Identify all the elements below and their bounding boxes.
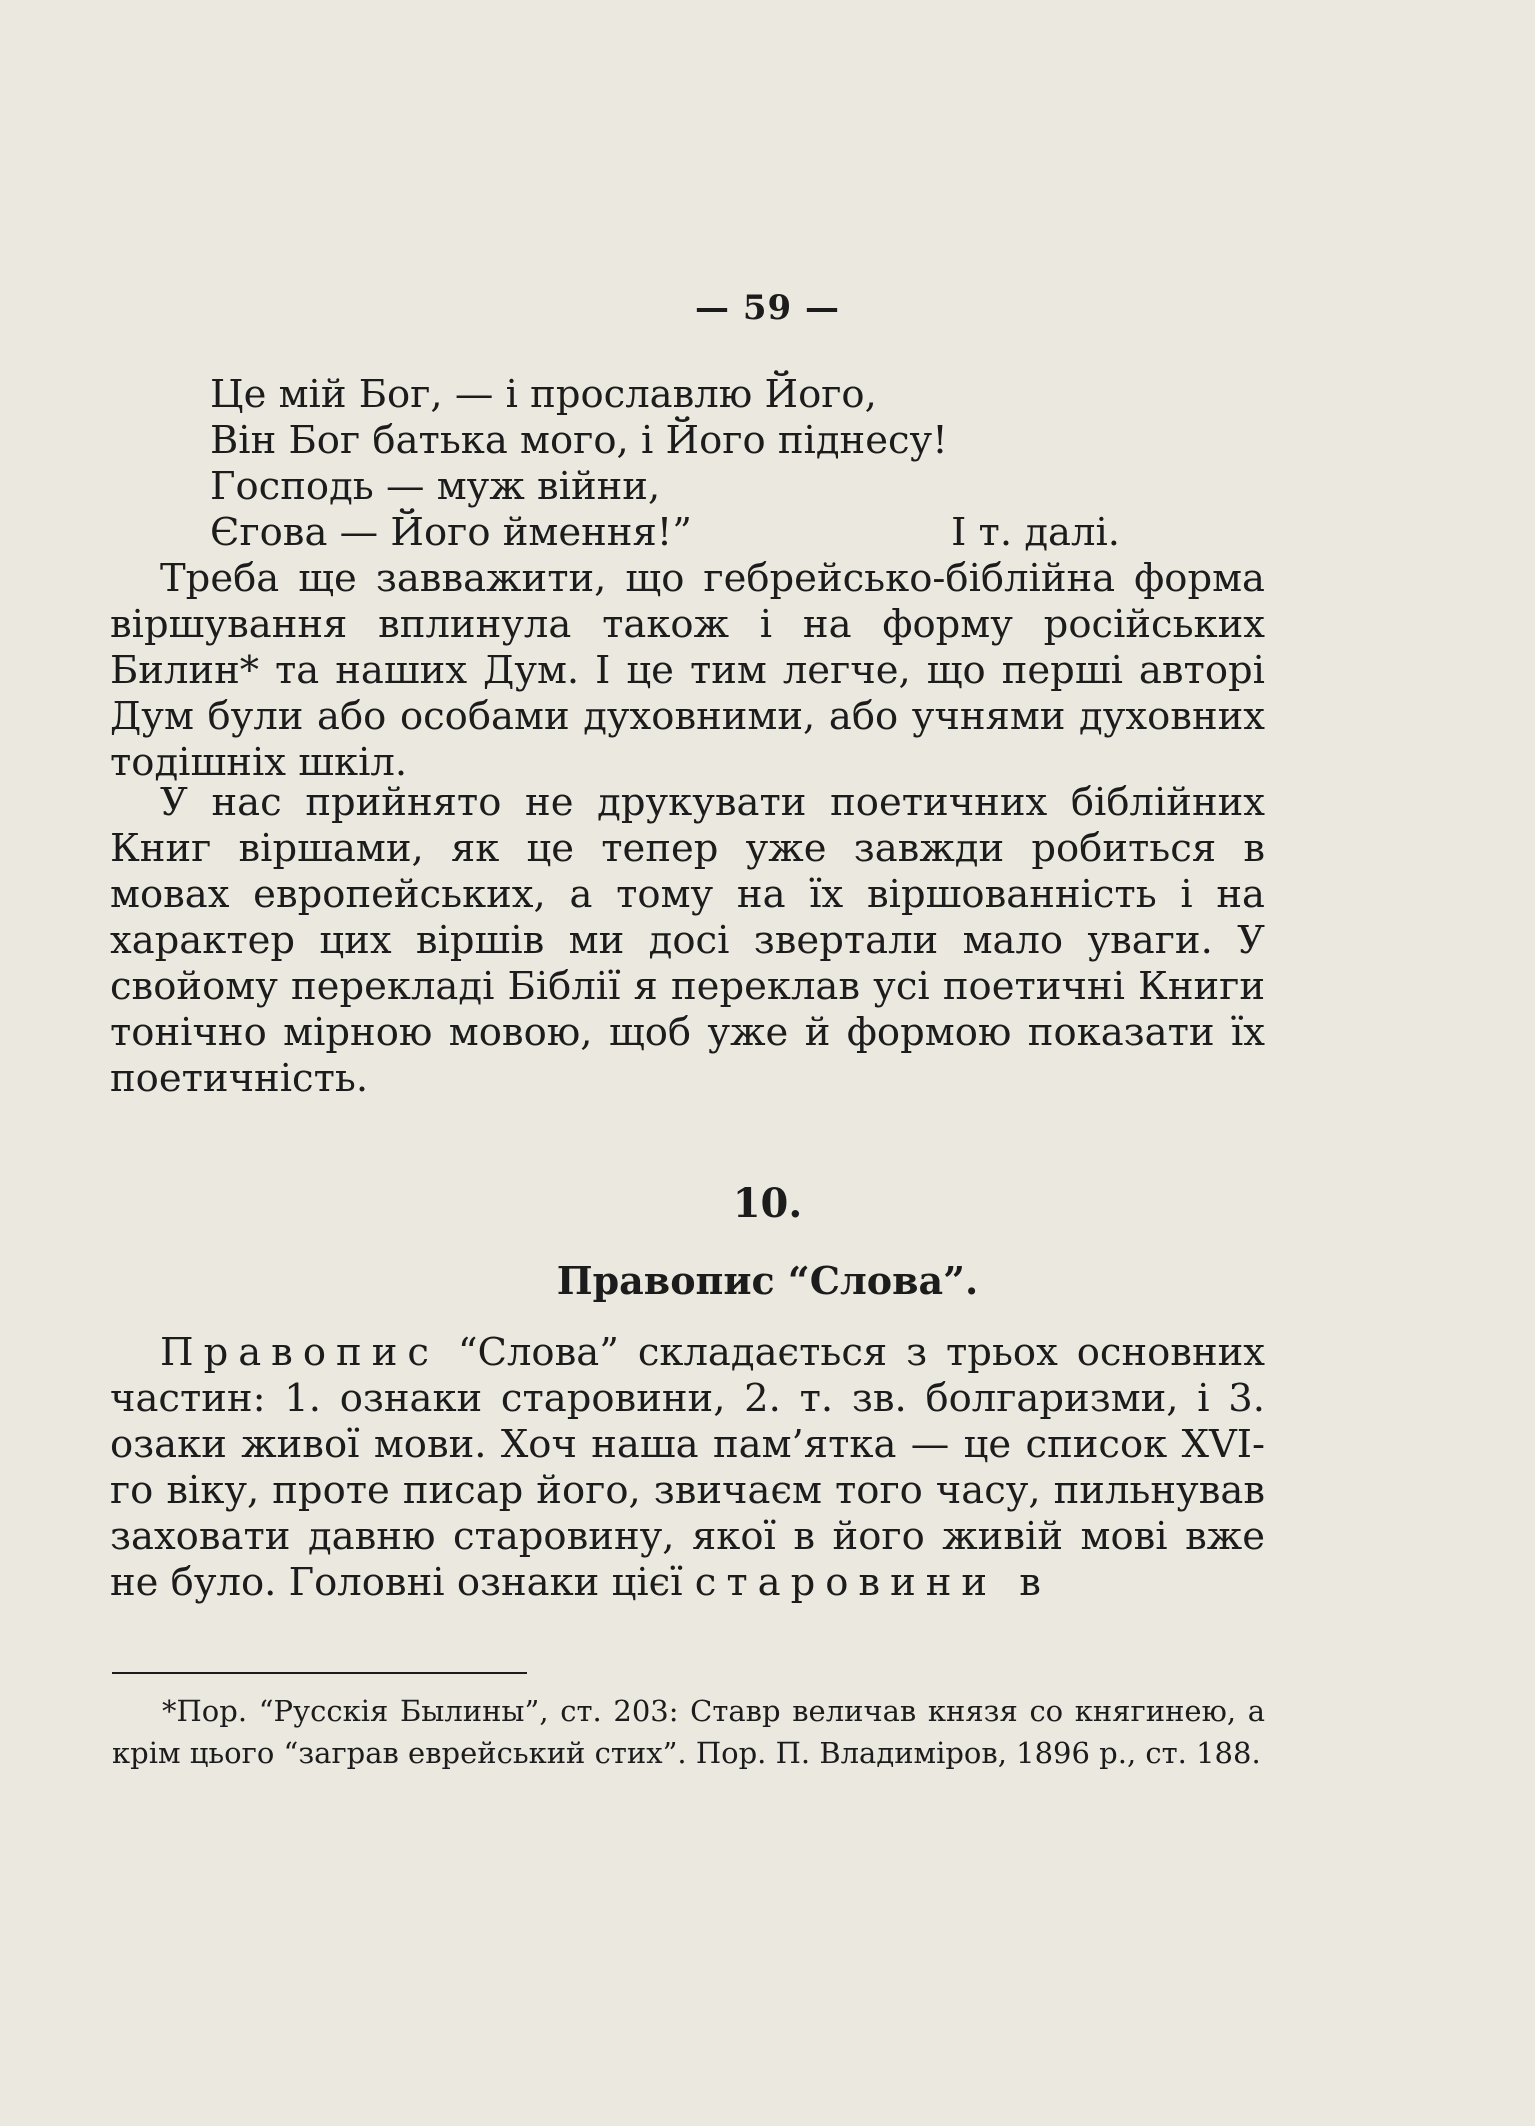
section-number: 10. xyxy=(732,1180,803,1227)
spaced-term: старовини в xyxy=(694,1560,1051,1605)
footnote: *Пор. “Русскія Былины”, ст. 203: Ставр величав князя со княгинею, а крім цього “заграв еврейський стих”. Пор. П. Владиміров, 1896 р., ст. 188. xyxy=(112,1694,1265,1770)
verse-quote xyxy=(110,372,1265,556)
verse-line: Це мій Бог, — і прославлю Його, xyxy=(210,372,877,417)
verse-line: Він Бог батька мого, і Його піднесу! xyxy=(210,418,948,463)
verse-line: Господь — муж війни, xyxy=(210,464,661,509)
paragraph: У нас прийнято не друкувати поетичних біблійних Книг віршами, як це тепер уже завжди робиться в мовах европейських, а тому на їх віршованність і на характер цих віршів ми досі звертали мало уваги. У свойому перекладі Біблії я переклав усі поетичні Книги тонічно мірною мовою, щоб уже й формою показати їх поетичність. xyxy=(110,780,1265,1101)
paragraph xyxy=(110,1330,1265,1606)
verse-line-text: Єгова — Його ймення!” xyxy=(210,510,692,555)
verse-continuation-note: І т. далі. xyxy=(951,510,1120,555)
footnote-divider xyxy=(112,1672,527,1674)
paragraph: Треба ще завважити, що гебрейсько-біблійна форма віршування вплинула також і на форму російських Билин* та наших Дум. І це тим легче, що перші авторі Дум були або особами духовними, або учнями духовних тодішніх шкіл. xyxy=(110,556,1265,785)
section-title: Правопис “Слова”. xyxy=(556,1258,979,1303)
paragraph-text: “Слова” складається з трьох основних частин: 1. ознаки старовини, 2. т. зв. болгаризми, і 3. озаки живої мови. Хоч наша пам’ятка — це список XVI-го віку, проте писар його, звичаєм того часу, пильнував заховати давню старовину, якої в його живій мові вже не було. Головні ознаки цієї xyxy=(110,1330,1265,1605)
verse-line-last xyxy=(210,510,1120,556)
spaced-term: Правопис xyxy=(160,1330,439,1375)
page-number: — 59 — xyxy=(695,288,840,328)
